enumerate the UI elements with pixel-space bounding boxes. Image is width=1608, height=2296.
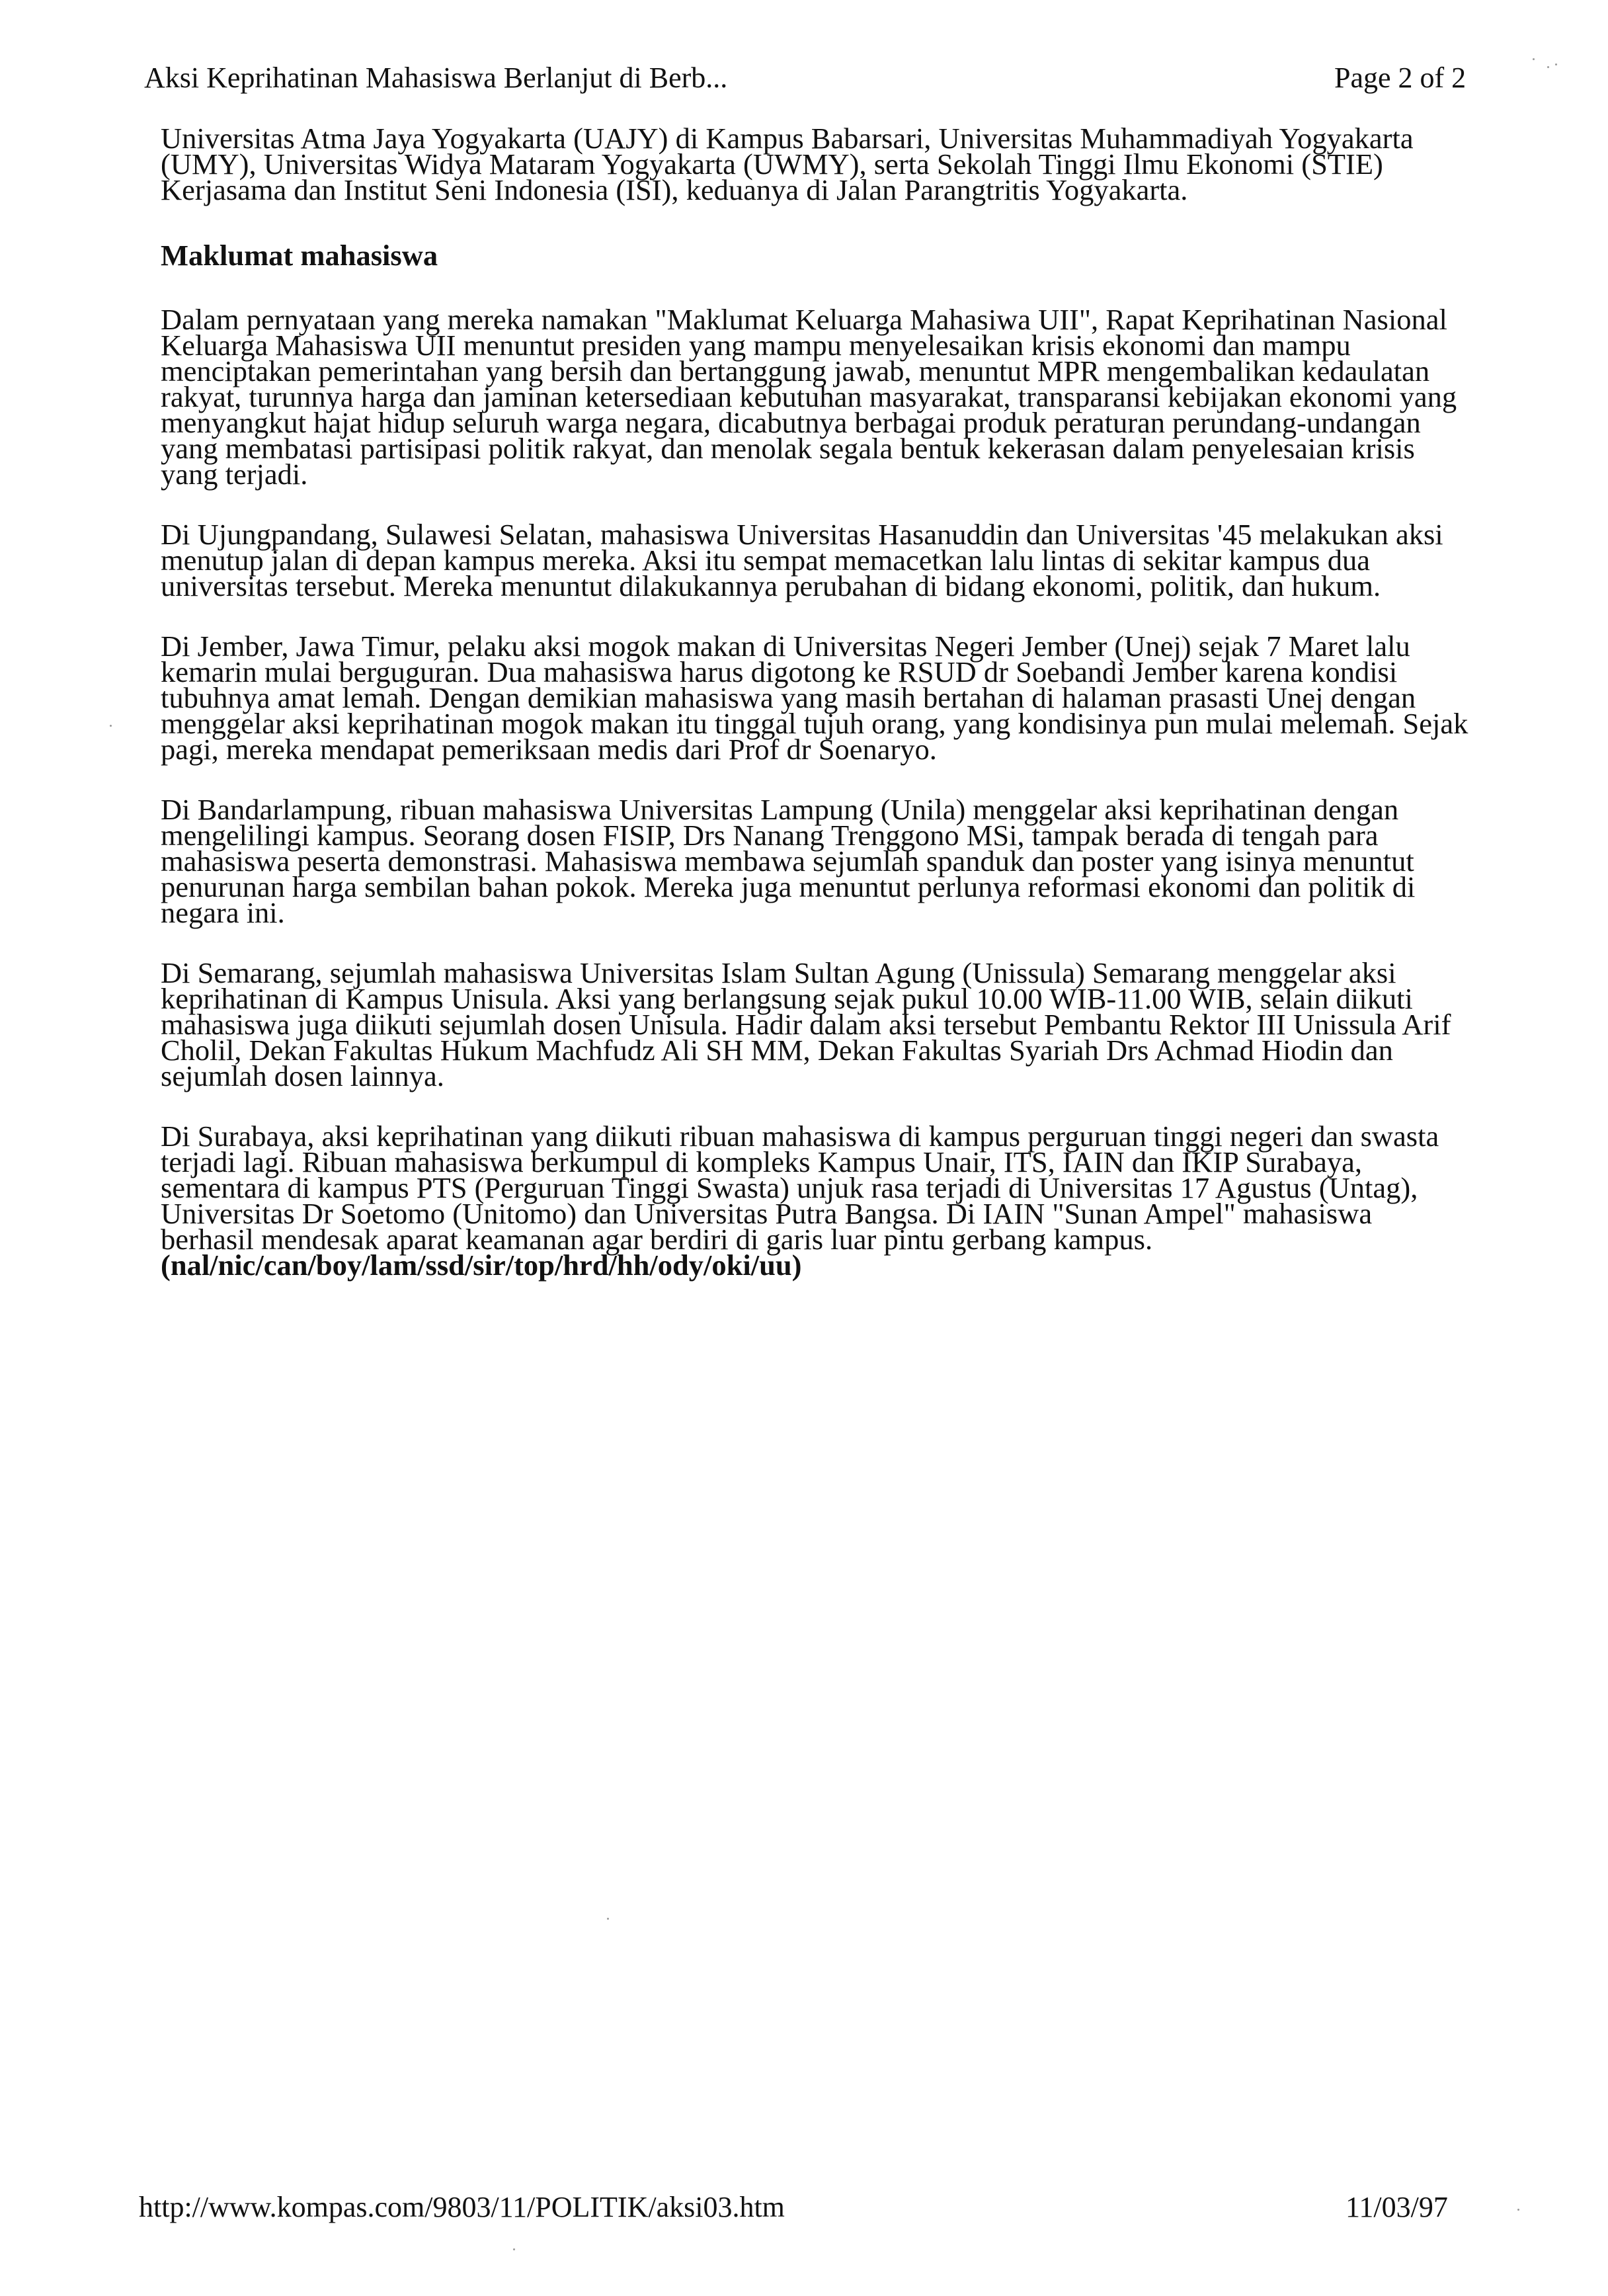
scan-speck xyxy=(1517,2209,1519,2211)
paragraph-maklumat: Dalam pernyataan yang mereka namakan "Maklumat Keluarga Mahasiwa UII", Rapat Keprihatinan Nasional Keluarga Mahasiswa UII menuntut presiden yang mampu menyelesaikan krisis ekonomi dan mampu menciptakan pemerintahan yang bersih dan bertanggung jawab, menuntut MPR mengembalikan kedaulatan rakyat, turunnya harga dan jaminan ketersediaan kebutuhan masyarakat, transparansi kebijakan ekonomi yang menyangkut hajat hidup seluruh warga negara, dicabutnya berbagai produk peraturan perundang-undangan yang membatasi partisipasi politik rakyat, dan menolak segala bentuk kekerasan dalam penyelesaian krisis yang terjadi. xyxy=(161,303,1457,491)
article-body xyxy=(161,122,1470,1313)
page-header-title: Aksi Keprihatinan Mahasiswa Berlanjut di Berb... xyxy=(144,62,728,94)
scan-speck xyxy=(513,2248,515,2250)
scan-speck xyxy=(110,725,112,727)
reporter-credit: (nal/nic/can/boy/lam/ssd/sir/top/hrd/hh/ody/oki/uu) xyxy=(161,1249,802,1282)
intro-paragraph: Universitas Atma Jaya Yogyakarta (UAJY) di Kampus Babarsari, Universitas Muhammadiyah Yogyakarta (UMY), Universitas Widya Mataram Yogyakarta (UWMY), serta Sekolah Tinggi Ilmu Ekonomi (STIE) Kerjasama dan Institut Seni Indonesia (ISI), keduanya di Jalan Parangtritis Yogyakarta. xyxy=(161,122,1414,206)
page-number: Page 2 of 2 xyxy=(1334,62,1467,94)
scan-speck xyxy=(607,1918,609,1920)
paragraph-semarang: Di Semarang, sejumlah mahasiswa Universitas Islam Sultan Agung (Unissula) Semarang menggelar aksi keprihatinan di Kampus Unisula. Aksi yang berlangsung sejak pukul 10.00 WIB-11.00 WIB, selain diikuti mahasiswa juga diikuti sejumlah dosen Unisula. Hadir dalam aksi tersebut Pembantu Rektor III Unissula Arif Cholil, Dekan Fakultas Hukum Machfudz Ali SH MM, Dekan Fakultas Syariah Drs Achmad Hiodin dan sejumlah dosen lainnya. xyxy=(161,956,1451,1092)
paragraph-jember: Di Jember, Jawa Timur, pelaku aksi mogok makan di Universitas Negeri Jember (Unej) sejak 7 Maret lalu kemarin mulai berguguran. Dua mahasiswa harus digotong ke RSUD dr Soebandi Jember karena kondisi tubuhnya amat lemah. Dengan demikian mahasiswa yang masih bertahan di halaman prasasti Unej dengan menggelar aksi keprihatinan mogok makan itu tinggal tujuh orang, yang kondisinya pun mulai melemah. Sejak pagi, mereka mendapat pemeriksaan medis dari Prof dr Soenaryo. xyxy=(161,630,1468,766)
scan-speck xyxy=(1533,58,1535,60)
scan-speck xyxy=(1547,66,1549,68)
page-url[interactable]: http://www.kompas.com/9803/11/POLITIK/aksi03.htm xyxy=(139,2191,785,2223)
paragraph-bandarlampung: Di Bandarlampung, ribuan mahasiswa Universitas Lampung (Unila) menggelar aksi keprihatinan dengan mengelilingi kampus. Seorang dosen FISIP, Drs Nanang Trenggono MSi, tampak berada di tengah para mahasiswa peserta demonstrasi. Mahasiswa membawa sejumlah spanduk dan poster yang isinya menuntut penurunan harga sembilan bahan pokok. Mereka juga menuntut perlunya reformasi ekonomi dan politik di negara ini. xyxy=(161,793,1416,929)
paragraph-ujungpandang: Di Ujungpandang, Sulawesi Selatan, mahasiswa Universitas Hasanuddin dan Universitas '45 melakukan aksi menutup jalan di depan kampus mereka. Aksi itu sempat memacetkan lalu lintas di sekitar kampus dua universitas tersebut. Mereka menuntut dilakukannya perubahan di bidang ekonomi, politik, dan hukum. xyxy=(161,518,1443,602)
subheading: Maklumat mahasiswa xyxy=(161,239,438,272)
paragraph-surabaya xyxy=(161,1120,1470,1282)
paragraph-surabaya-text: Di Surabaya, aksi keprihatinan yang diikuti ribuan mahasiswa di kampus perguruan tinggi negeri dan swasta terjadi lagi. Ribuan mahasiswa berkumpul di kompleks Kampus Unair, ITS, IAIN dan IKIP Surabaya, sementara di kampus PTS (Perguruan Tinggi Swasta) unjuk rasa terjadi di Universitas 17 Agustus (Untag), Universitas Dr Soetomo (Unitomo) dan Universitas Putra Bangsa. Di IAIN "Sunan Ampel" mahasiswa berhasil mendesak aparat keamanan agar berdiri di garis luar pintu gerbang kampus. xyxy=(161,1120,1439,1256)
print-date: 11/03/97 xyxy=(1346,2191,1448,2223)
scan-speck xyxy=(1555,63,1557,65)
